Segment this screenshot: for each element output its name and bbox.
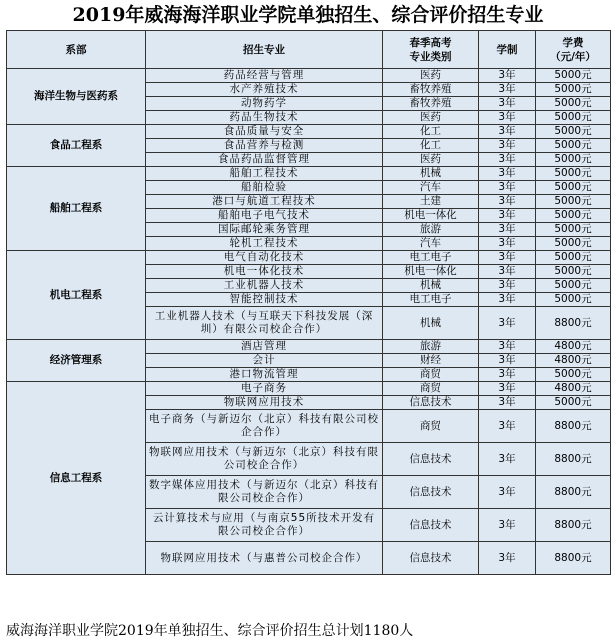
major-cell: 物联网应用技术 xyxy=(146,396,383,410)
fee-cell: 5000元 xyxy=(536,139,611,153)
duration-cell: 3年 xyxy=(479,307,536,340)
major-cell: 食品药品监督管理 xyxy=(146,153,383,167)
major-cell: 船舶检验 xyxy=(146,181,383,195)
major-cell: 云计算技术与应用（与南京55所技术开发有限公司校企合作） xyxy=(146,509,383,542)
major-cell: 食品质量与安全 xyxy=(146,125,383,139)
major-cell: 食品营养与检测 xyxy=(146,139,383,153)
category-cell: 汽车 xyxy=(383,237,479,251)
fee-cell: 5000元 xyxy=(536,97,611,111)
major-cell: 机电一体化技术 xyxy=(146,265,383,279)
duration-cell: 3年 xyxy=(479,410,536,443)
fee-cell: 5000元 xyxy=(536,111,611,125)
enrollment-table xyxy=(6,30,611,575)
table-row xyxy=(7,69,611,83)
fee-cell: 8800元 xyxy=(536,542,611,575)
category-cell: 医药 xyxy=(383,153,479,167)
fee-cell: 8800元 xyxy=(536,443,611,476)
category-cell: 畜牧养殖 xyxy=(383,97,479,111)
fee-cell: 5000元 xyxy=(536,153,611,167)
category-cell: 信息技术 xyxy=(383,509,479,542)
major-cell: 电子商务（与新迈尔（北京）科技有限公司校企合作） xyxy=(146,410,383,443)
major-cell: 港口与航道工程技术 xyxy=(146,195,383,209)
fee-cell: 5000元 xyxy=(536,181,611,195)
dept-name: 食品工程系 xyxy=(7,125,146,167)
major-cell: 酒店管理 xyxy=(146,340,383,354)
major-cell: 轮机工程技术 xyxy=(146,237,383,251)
category-cell: 信息技术 xyxy=(383,476,479,509)
major-cell: 智能控制技术 xyxy=(146,293,383,307)
duration-cell: 3年 xyxy=(479,69,536,83)
major-cell: 药品生物技术 xyxy=(146,111,383,125)
category-cell: 畜牧养殖 xyxy=(383,83,479,97)
category-cell: 电工电子 xyxy=(383,251,479,265)
category-cell: 信息技术 xyxy=(383,542,479,575)
duration-cell: 3年 xyxy=(479,265,536,279)
major-cell: 电子商务 xyxy=(146,382,383,396)
duration-cell: 3年 xyxy=(479,153,536,167)
fee-cell: 5000元 xyxy=(536,195,611,209)
duration-cell: 3年 xyxy=(479,293,536,307)
header-fee-line1: 学费 xyxy=(562,36,584,49)
major-cell: 船舶工程技术 xyxy=(146,167,383,181)
dept-name: 机电工程系 xyxy=(7,251,146,340)
duration-cell: 3年 xyxy=(479,382,536,396)
table-body xyxy=(7,69,611,575)
fee-cell: 5000元 xyxy=(536,69,611,83)
major-cell: 会计 xyxy=(146,354,383,368)
major-cell: 物联网应用技术（与惠普公司校企合作） xyxy=(146,542,383,575)
category-cell: 医药 xyxy=(383,69,479,83)
table-row xyxy=(7,167,611,181)
category-cell: 土建 xyxy=(383,195,479,209)
category-cell: 化工 xyxy=(383,139,479,153)
duration-cell: 3年 xyxy=(479,251,536,265)
duration-cell: 3年 xyxy=(479,223,536,237)
category-cell: 医药 xyxy=(383,111,479,125)
major-cell: 动物药学 xyxy=(146,97,383,111)
duration-cell: 3年 xyxy=(479,354,536,368)
category-cell: 化工 xyxy=(383,125,479,139)
header-major: 招生专业 xyxy=(146,31,383,69)
page-title: 2019年威海海洋职业学院单独招生、综合评价招生专业 xyxy=(72,4,544,26)
category-cell: 财经 xyxy=(383,354,479,368)
header-dept: 系部 xyxy=(7,31,146,69)
header-category-line1: 春季高考 xyxy=(409,36,452,49)
fee-cell: 5000元 xyxy=(536,293,611,307)
duration-cell: 3年 xyxy=(479,443,536,476)
fee-cell: 5000元 xyxy=(536,396,611,410)
dept-name: 经济管理系 xyxy=(7,340,146,382)
fee-cell: 5000元 xyxy=(536,223,611,237)
major-cell: 港口物流管理 xyxy=(146,368,383,382)
header-row xyxy=(7,31,611,69)
header-category-line2: 专业类别 xyxy=(409,50,452,63)
duration-cell: 3年 xyxy=(479,368,536,382)
category-cell: 商贸 xyxy=(383,368,479,382)
duration-cell: 3年 xyxy=(479,181,536,195)
footer-summary: 威海海洋职业学院2019年单独招生、综合评价招生总计划1180人 xyxy=(6,623,414,639)
fee-cell: 5000元 xyxy=(536,265,611,279)
major-cell: 工业机器人技术（与互联天下科技发展（深圳）有限公司校企合作） xyxy=(146,307,383,340)
major-cell: 国际邮轮乘务管理 xyxy=(146,223,383,237)
fee-cell: 8800元 xyxy=(536,476,611,509)
category-cell: 电工电子 xyxy=(383,293,479,307)
category-cell: 机电一体化 xyxy=(383,209,479,223)
major-cell: 药品经营与管理 xyxy=(146,69,383,83)
table-row xyxy=(7,340,611,354)
fee-cell: 5000元 xyxy=(536,209,611,223)
fee-cell: 4800元 xyxy=(536,382,611,396)
header-category xyxy=(383,31,479,69)
category-cell: 旅游 xyxy=(383,340,479,354)
fee-cell: 5000元 xyxy=(536,125,611,139)
major-cell: 电气自动化技术 xyxy=(146,251,383,265)
table-row xyxy=(7,382,611,396)
duration-cell: 3年 xyxy=(479,167,536,181)
fee-cell: 8800元 xyxy=(536,410,611,443)
major-cell: 船舶电子电气技术 xyxy=(146,209,383,223)
duration-cell: 3年 xyxy=(479,279,536,293)
fee-cell: 5000元 xyxy=(536,167,611,181)
duration-cell: 3年 xyxy=(479,340,536,354)
table-row xyxy=(7,125,611,139)
major-cell: 工业机器人技术 xyxy=(146,279,383,293)
category-cell: 汽车 xyxy=(383,181,479,195)
fee-cell: 5000元 xyxy=(536,279,611,293)
duration-cell: 3年 xyxy=(479,209,536,223)
duration-cell: 3年 xyxy=(479,476,536,509)
dept-name: 海洋生物与医药系 xyxy=(7,69,146,125)
duration-cell: 3年 xyxy=(479,111,536,125)
fee-cell: 8800元 xyxy=(536,509,611,542)
major-cell: 物联网应用技术（与新迈尔（北京）科技有限公司校企合作） xyxy=(146,443,383,476)
duration-cell: 3年 xyxy=(479,97,536,111)
header-duration: 学制 xyxy=(479,31,536,69)
header-fee-line2: （元/年） xyxy=(550,50,596,63)
fee-cell: 5000元 xyxy=(536,368,611,382)
duration-cell: 3年 xyxy=(479,396,536,410)
duration-cell: 3年 xyxy=(479,195,536,209)
duration-cell: 3年 xyxy=(479,542,536,575)
fee-cell: 4800元 xyxy=(536,354,611,368)
fee-cell: 4800元 xyxy=(536,340,611,354)
fee-cell: 5000元 xyxy=(536,251,611,265)
table-row xyxy=(7,251,611,265)
category-cell: 旅游 xyxy=(383,223,479,237)
header-fee xyxy=(536,31,611,69)
category-cell: 机械 xyxy=(383,279,479,293)
category-cell: 商贸 xyxy=(383,382,479,396)
duration-cell: 3年 xyxy=(479,139,536,153)
duration-cell: 3年 xyxy=(479,237,536,251)
fee-cell: 8800元 xyxy=(536,307,611,340)
dept-name: 信息工程系 xyxy=(7,382,146,575)
category-cell: 机械 xyxy=(383,307,479,340)
duration-cell: 3年 xyxy=(479,83,536,97)
category-cell: 信息技术 xyxy=(383,443,479,476)
dept-name: 船舶工程系 xyxy=(7,167,146,251)
major-cell: 水产养殖技术 xyxy=(146,83,383,97)
fee-cell: 5000元 xyxy=(536,237,611,251)
category-cell: 信息技术 xyxy=(383,396,479,410)
category-cell: 机电一体化 xyxy=(383,265,479,279)
category-cell: 机械 xyxy=(383,167,479,181)
duration-cell: 3年 xyxy=(479,509,536,542)
fee-cell: 5000元 xyxy=(536,83,611,97)
major-cell: 数字媒体应用技术（与新迈尔（北京）科技有限公司校企合作） xyxy=(146,476,383,509)
duration-cell: 3年 xyxy=(479,125,536,139)
category-cell: 商贸 xyxy=(383,410,479,443)
